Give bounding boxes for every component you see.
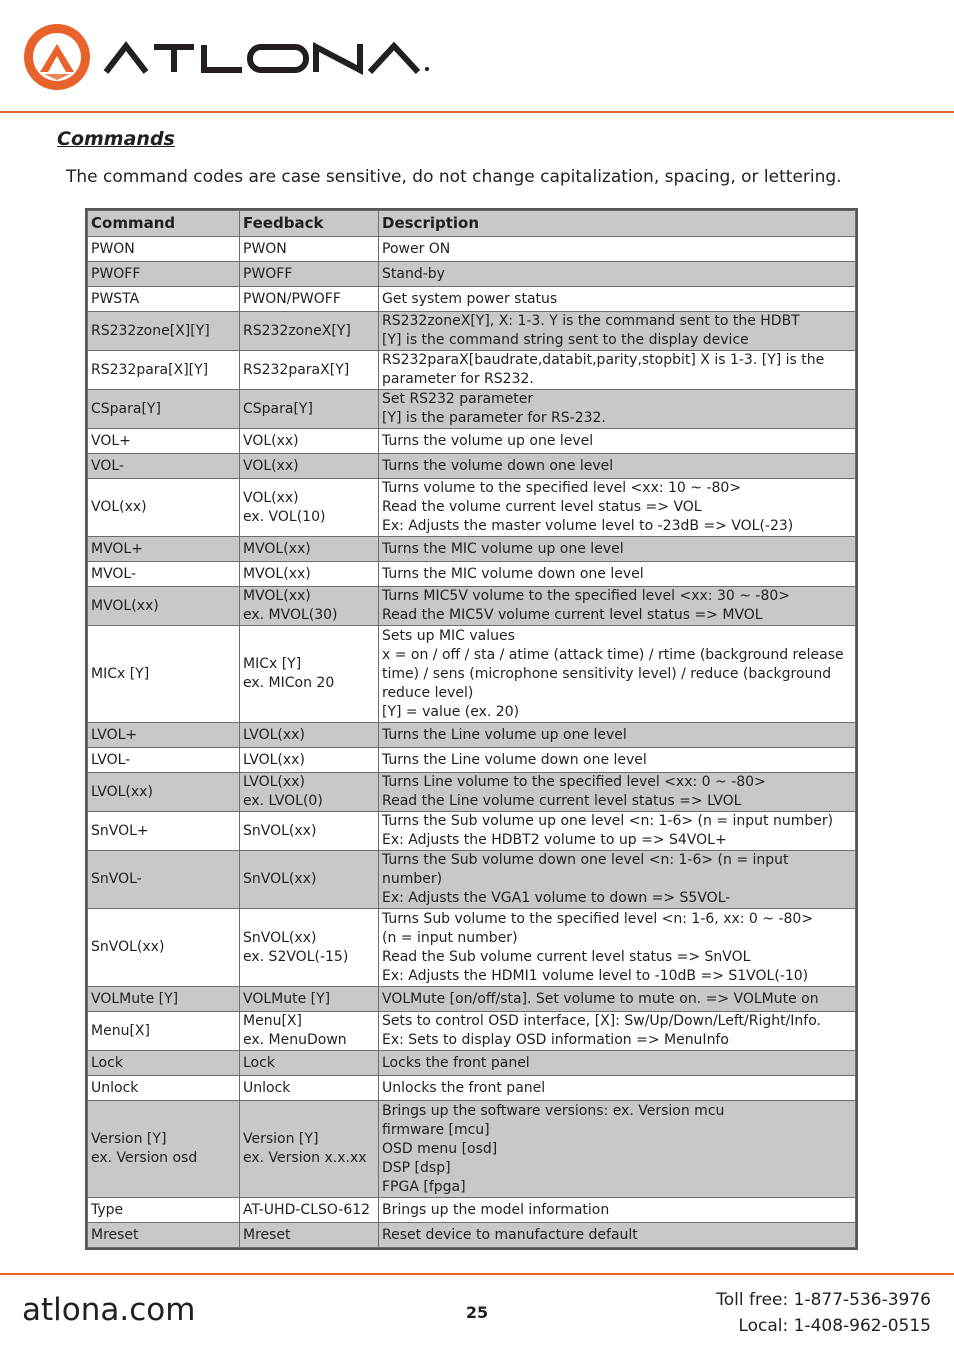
registered-mark-icon bbox=[425, 67, 429, 71]
table-row bbox=[88, 723, 856, 748]
table-row bbox=[88, 351, 856, 390]
command-cell: Mreset bbox=[88, 1223, 240, 1248]
description-cell: Turns the Sub volume up one level <n: 1-6> (n = input number) Ex: Adjusts the HDBT2 volume to up => S4VOL+ bbox=[379, 812, 856, 851]
table-row bbox=[88, 626, 856, 723]
table-row bbox=[88, 587, 856, 626]
section-title: Commands bbox=[57, 128, 175, 150]
description-cell: Brings up the software versions: ex. Version mcu firmware [mcu] OSD menu [osd] DSP [dsp] FPGA [fpga] bbox=[379, 1101, 856, 1198]
feedback-cell: SnVOL(xx) ex. S2VOL(-15) bbox=[240, 909, 379, 987]
commands-table bbox=[85, 208, 858, 1250]
feedback-cell: PWON/PWOFF bbox=[240, 287, 379, 312]
feedback-cell: RS232zoneX[Y] bbox=[240, 312, 379, 351]
atlona-wordmark-icon bbox=[106, 44, 418, 72]
table-row bbox=[88, 312, 856, 351]
feedback-cell: LVOL(xx) bbox=[240, 723, 379, 748]
description-cell: Get system power status bbox=[379, 287, 856, 312]
feedback-cell: LVOL(xx) ex. LVOL(0) bbox=[240, 773, 379, 812]
feedback-cell: Mreset bbox=[240, 1223, 379, 1248]
command-cell: MVOL+ bbox=[88, 537, 240, 562]
feedback-cell: SnVOL(xx) bbox=[240, 812, 379, 851]
feedback-cell: MICx [Y] ex. MICon 20 bbox=[240, 626, 379, 723]
description-cell: Turns MIC5V volume to the specified level <xx: 30 ~ -80> Read the MIC5V volume current level status => MVOL bbox=[379, 587, 856, 626]
command-cell: PWOFF bbox=[88, 262, 240, 287]
local-number: Local: 1-408-962-0515 bbox=[738, 1316, 931, 1336]
command-cell: MVOL- bbox=[88, 562, 240, 587]
description-cell: Sets up MIC values x = on / off / sta / atime (attack time) / rtime (background release time) / sens (microphone sensitivity level) / reduce (background reduce level) [Y] = value (ex. 20) bbox=[379, 626, 856, 723]
atlona-logo bbox=[22, 22, 442, 98]
feedback-cell: MVOL(xx) bbox=[240, 537, 379, 562]
description-cell: Turns the Line volume down one level bbox=[379, 748, 856, 773]
feedback-cell: SnVOL(xx) bbox=[240, 851, 379, 909]
description-cell: Sets to control OSD interface, [X]: Sw/Up/Down/Left/Right/Info. Ex: Sets to display OSD information => MenuInfo bbox=[379, 1012, 856, 1051]
description-cell: Turns the MIC volume down one level bbox=[379, 562, 856, 587]
description-cell: Unlocks the front panel bbox=[379, 1076, 856, 1101]
atlona-logo-mark-icon bbox=[24, 24, 90, 90]
page-number: 25 bbox=[465, 1303, 489, 1322]
page-header bbox=[0, 0, 954, 114]
feedback-cell: LVOL(xx) bbox=[240, 748, 379, 773]
command-cell: LVOL- bbox=[88, 748, 240, 773]
feedback-cell: RS232paraX[Y] bbox=[240, 351, 379, 390]
command-cell: MICx [Y] bbox=[88, 626, 240, 723]
table-row bbox=[88, 262, 856, 287]
header-feedback: Feedback bbox=[240, 211, 379, 237]
command-cell: SnVOL+ bbox=[88, 812, 240, 851]
description-cell: Power ON bbox=[379, 237, 856, 262]
table-row bbox=[88, 812, 856, 851]
table-row bbox=[88, 1076, 856, 1101]
table-row bbox=[88, 479, 856, 537]
description-cell: Turns the Sub volume down one level <n: 1-6> (n = input number) Ex: Adjusts the VGA1 volume to down => S5VOL- bbox=[379, 851, 856, 909]
description-cell: VOLMute [on/off/sta]. Set volume to mute on. => VOLMute on bbox=[379, 987, 856, 1012]
table-row bbox=[88, 287, 856, 312]
command-cell: VOL(xx) bbox=[88, 479, 240, 537]
command-cell: VOL+ bbox=[88, 429, 240, 454]
table-row bbox=[88, 537, 856, 562]
command-cell: Version [Y] ex. Version osd bbox=[88, 1101, 240, 1198]
table-row bbox=[88, 773, 856, 812]
command-cell: SnVOL(xx) bbox=[88, 909, 240, 987]
description-cell: Brings up the model information bbox=[379, 1198, 856, 1223]
description-cell: RS232zoneX[Y], X: 1-3. Y is the command sent to the HDBT [Y] is the command string sent to the display device bbox=[379, 312, 856, 351]
command-cell: Type bbox=[88, 1198, 240, 1223]
table-row bbox=[88, 987, 856, 1012]
table-row bbox=[88, 562, 856, 587]
feedback-cell: Version [Y] ex. Version x.x.xx bbox=[240, 1101, 379, 1198]
feedback-cell: VOLMute [Y] bbox=[240, 987, 379, 1012]
feedback-cell: Lock bbox=[240, 1051, 379, 1076]
description-cell: RS232paraX[baudrate,databit,parity,stopbit] X is 1-3. [Y] is the parameter for RS232. bbox=[379, 351, 856, 390]
command-cell: Lock bbox=[88, 1051, 240, 1076]
description-cell: Turns the volume up one level bbox=[379, 429, 856, 454]
command-cell: Menu[X] bbox=[88, 1012, 240, 1051]
feedback-cell: AT-UHD-CLSO-612 bbox=[240, 1198, 379, 1223]
description-cell: Stand-by bbox=[379, 262, 856, 287]
command-cell: Unlock bbox=[88, 1076, 240, 1101]
table-row bbox=[88, 909, 856, 987]
toll-free-number: Toll free: 1-877-536-3976 bbox=[716, 1290, 931, 1310]
feedback-cell: VOL(xx) ex. VOL(10) bbox=[240, 479, 379, 537]
description-cell: Set RS232 parameter [Y] is the parameter for RS-232. bbox=[379, 390, 856, 429]
header-divider bbox=[0, 111, 954, 113]
table-row bbox=[88, 1012, 856, 1051]
description-cell: Turns Sub volume to the specified level <n: 1-6, xx: 0 ~ -80> (n = input number) Read the Sub volume current level status => SnVOL Ex: Adjusts the HDMI1 volume level to -10dB => S1VOL(-10) bbox=[379, 909, 856, 987]
footer-site: atlona.com bbox=[22, 1292, 196, 1328]
command-cell: PWSTA bbox=[88, 287, 240, 312]
command-cell: MVOL(xx) bbox=[88, 587, 240, 626]
command-cell: VOL- bbox=[88, 454, 240, 479]
description-cell: Reset device to manufacture default bbox=[379, 1223, 856, 1248]
header-description: Description bbox=[379, 211, 856, 237]
table-row bbox=[88, 1198, 856, 1223]
feedback-cell: MVOL(xx) bbox=[240, 562, 379, 587]
feedback-cell: PWON bbox=[240, 237, 379, 262]
feedback-cell: PWOFF bbox=[240, 262, 379, 287]
table-row bbox=[88, 454, 856, 479]
description-cell: Turns Line volume to the specified level <xx: 0 ~ -80> Read the Line volume current level status => LVOL bbox=[379, 773, 856, 812]
table-row bbox=[88, 851, 856, 909]
table-header-row bbox=[88, 211, 856, 237]
intro-text: The command codes are case sensitive, do not change capitalization, spacing, or lettering. bbox=[66, 167, 842, 187]
command-cell: LVOL(xx) bbox=[88, 773, 240, 812]
description-cell: Turns the MIC volume up one level bbox=[379, 537, 856, 562]
feedback-cell: VOL(xx) bbox=[240, 429, 379, 454]
table-row bbox=[88, 390, 856, 429]
description-cell: Turns volume to the specified level <xx: 10 ~ -80> Read the volume current level status => VOL Ex: Adjusts the master volume level to -23dB => VOL(-23) bbox=[379, 479, 856, 537]
description-cell: Turns the Line volume up one level bbox=[379, 723, 856, 748]
feedback-cell: Menu[X] ex. MenuDown bbox=[240, 1012, 379, 1051]
command-cell: LVOL+ bbox=[88, 723, 240, 748]
footer-divider bbox=[0, 1273, 954, 1275]
table-row bbox=[88, 1223, 856, 1248]
description-cell: Turns the volume down one level bbox=[379, 454, 856, 479]
feedback-cell: MVOL(xx) ex. MVOL(30) bbox=[240, 587, 379, 626]
feedback-cell: CSpara[Y] bbox=[240, 390, 379, 429]
table-row bbox=[88, 429, 856, 454]
table-row bbox=[88, 1101, 856, 1198]
feedback-cell: VOL(xx) bbox=[240, 454, 379, 479]
command-cell: RS232para[X][Y] bbox=[88, 351, 240, 390]
command-cell: RS232zone[X][Y] bbox=[88, 312, 240, 351]
table-row bbox=[88, 237, 856, 262]
table-body bbox=[88, 237, 856, 1248]
command-cell: VOLMute [Y] bbox=[88, 987, 240, 1012]
header-command: Command bbox=[88, 211, 240, 237]
command-cell: SnVOL- bbox=[88, 851, 240, 909]
feedback-cell: Unlock bbox=[240, 1076, 379, 1101]
description-cell: Locks the front panel bbox=[379, 1051, 856, 1076]
footer-contact bbox=[716, 1287, 931, 1339]
table-row bbox=[88, 1051, 856, 1076]
command-cell: PWON bbox=[88, 237, 240, 262]
command-cell: CSpara[Y] bbox=[88, 390, 240, 429]
table-row bbox=[88, 748, 856, 773]
